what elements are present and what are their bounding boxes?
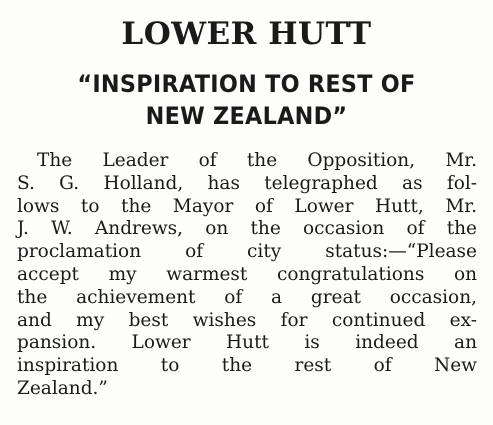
body-line: the achievement of a great occasion, (17, 286, 477, 308)
subheadline-line-1: “INSPIRATION TO REST OF (77, 70, 416, 98)
body-line: The Leader of the Opposition, Mr. (37, 150, 477, 171)
body-line: J. W. Andrews, on the occasion of the (17, 218, 477, 240)
body-line: Zealand.” (17, 377, 108, 399)
body-line: and my best wishes for continued ex- (17, 309, 477, 331)
subheadline (17, 68, 475, 132)
headline: LOWER HUTT (121, 16, 372, 52)
body-line: proclamation of city status:—“Please (17, 241, 477, 263)
body-line: inspiration to the rest of New (17, 355, 477, 377)
article-body (17, 150, 477, 401)
body-line: S. G. Holland, has telegraphed as fol- (17, 172, 477, 194)
body-line: lows to the Mayor of Lower Hutt, Mr. (17, 195, 477, 217)
subheadline-line-2: NEW ZEALAND” (145, 102, 348, 130)
body-line: accept my warmest congratulations on (17, 263, 477, 285)
body-line: pansion. Lower Hutt is indeed an (17, 332, 477, 354)
